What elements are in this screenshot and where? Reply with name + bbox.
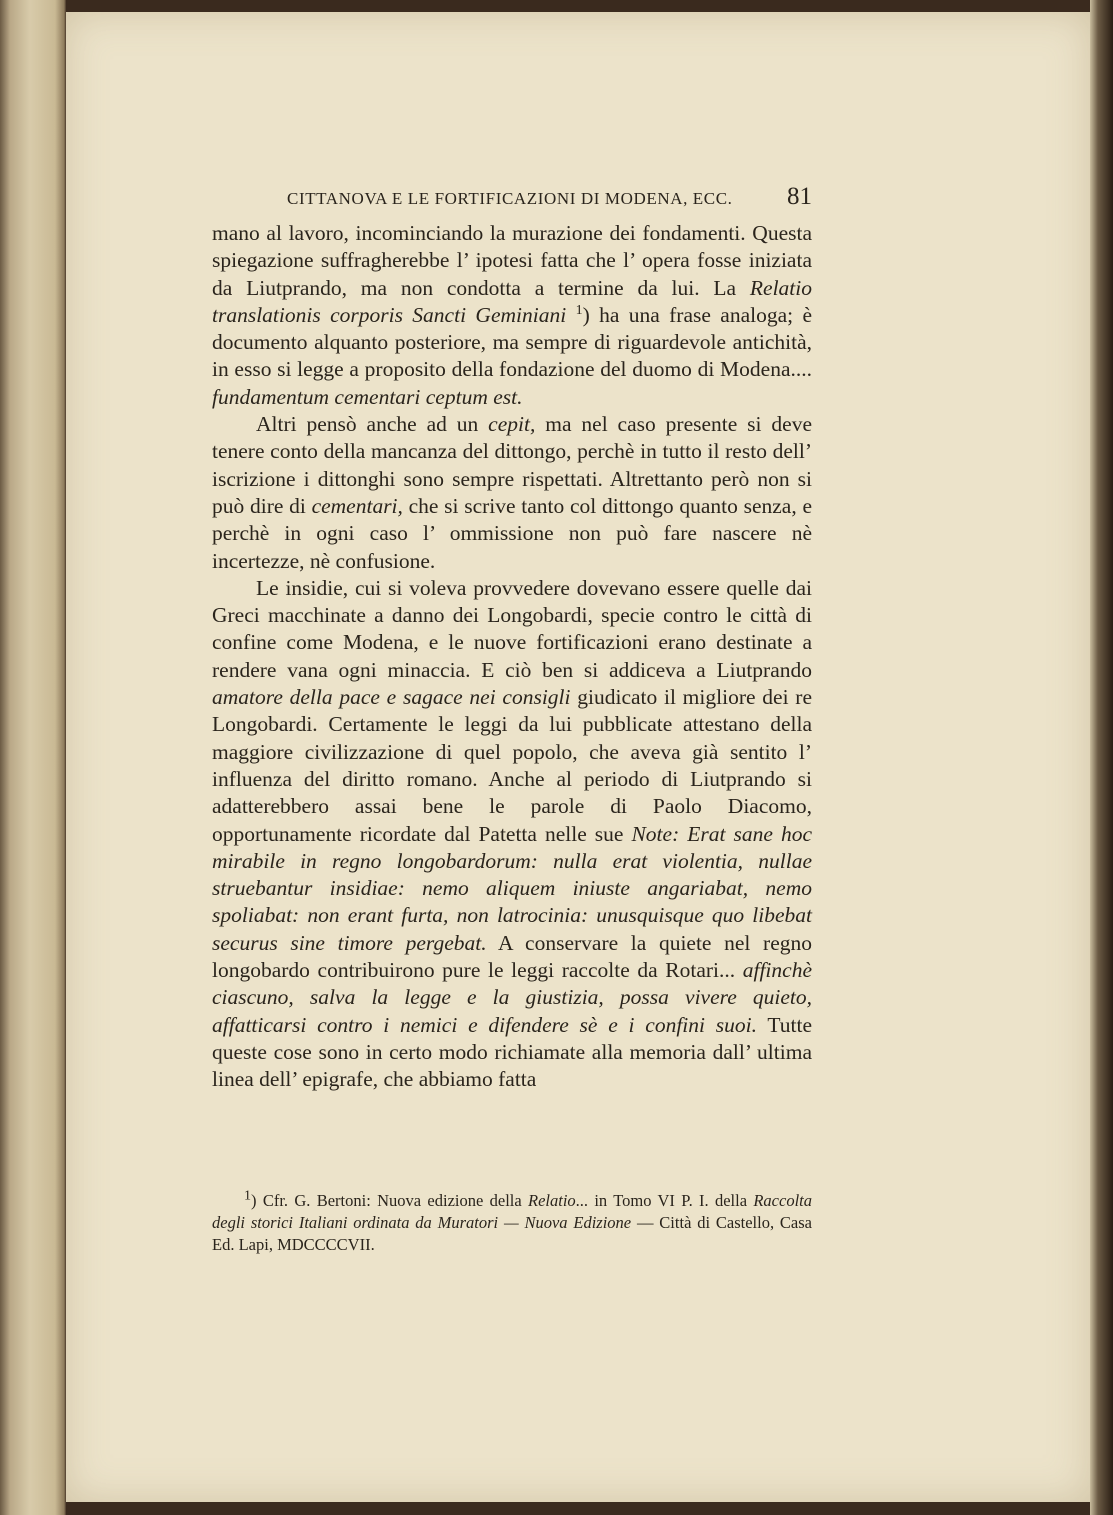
footnote-italic: Relatio	[528, 1191, 576, 1210]
text-run: Altri pensò anche ad un	[256, 412, 489, 437]
paragraph-2	[212, 411, 812, 575]
text-run: mano al lavoro, incominciando la murazione dei fondamenti. Questa spiegazione suffragherebbe l’ ipotesi fatta che l’ opera fosse iniziata da Liutprando, ma non condotta a termine da lui. La	[212, 221, 812, 300]
page-number: 81	[787, 183, 812, 210]
adjacent-page-edge	[0, 0, 66, 1515]
paragraph-1	[212, 220, 812, 411]
text-run: che si scrive tanto col dittongo quanto senza, e perchè in ogni caso l’ ommissione non può fare nascere nè incertezze, nè confusione.	[212, 493, 812, 573]
footnote-reference: 1	[575, 302, 583, 318]
italic-quote: affinchè ciascuno, salva la legge e la giustizia, possa vivere quieto, affatticarsi contro i nemici e difendere sè e i confini suoi.	[212, 958, 812, 1037]
footnote-text: — Città di Castello, Casa Ed. Lapi, MDCCCCVII.	[212, 1213, 812, 1254]
latin-quote: Note: Erat sane hoc mirabile in regno longobardorum: nulla erat violentia, nullae struebantur insidiae: nemo aliquem iniuste angariabat, nemo spoliabat: non erant furta, non latrocinia: unusquisque quo libebat securus sine timore pergebat.	[212, 821, 812, 955]
text-run: Le insidie, cui si voleva provvedere dovevano essere quelle dai Greci macchinate a danno dei Longobardi, specie contro le città di confine come Modena, e le nuove fortificazioni erano destinate a rendere vana ogni minaccia. E ciò ben si addiceva a Liutprando	[212, 575, 812, 682]
page-edge-shadow	[1090, 0, 1113, 1515]
text-run: ) ha una frase analoga; è documento alquanto posteriore, ma sempre di riguardevole antichità, in esso si legge a proposito della fondazione del duomo di Modena....	[212, 302, 813, 382]
text-run: ma nel caso presente si deve tenere conto della mancanza del dittongo, perchè in tutto il resto dell’ iscrizione i dittonghi sono sempre rispettati. Altrettanto però non si può dire di	[212, 412, 813, 518]
italic-phrase: amatore della pace e sagace nei consigli	[212, 685, 571, 710]
paragraph-3	[212, 575, 812, 1094]
footnote	[212, 1190, 812, 1256]
footnote-mark: 1	[244, 1188, 251, 1204]
italic-word: cepit,	[488, 412, 536, 437]
running-title: CITTANOVA E LE FORTIFICAZIONI DI MODENA, ECC.	[287, 189, 733, 208]
footnote-text: ) Cfr. G. Bertoni: Nuova edizione della	[251, 1191, 528, 1210]
footnote-italic: Raccolta degli storici Italiani ordinata da Muratori — Nuova Edizione	[212, 1191, 812, 1232]
running-header	[287, 183, 812, 211]
latin-quote: fundamentum cementari ceptum est.	[212, 384, 523, 409]
text-run: Tutte queste cose sono in certo modo richiamate alla memoria dall’ ultima linea dell’ epigrafe, che abbiamo fatta	[212, 1012, 812, 1092]
text-run: giudicato il migliore dei re Longobardi. Certamente le leggi da lui pubblicate attestano della maggiore civilizzazione di quel popolo, che aveva già sentito l’ influenza del diritto romano. Anche al periodo di Liutprando si adatterebbero assai bene le parole di Paolo Diacomo, opportunamente ricordate dal Patetta nelle sue	[212, 685, 812, 846]
italic-title: Relatio translationis corporis Sancti Geminiani	[212, 275, 812, 327]
footnote-text: ... in Tomo VI P. I. della	[575, 1191, 754, 1210]
text-run: A conservare la quiete nel regno longobardo contribuirono pure le leggi raccolte da Rotari...	[212, 930, 812, 983]
italic-word: cementari,	[311, 493, 403, 518]
body-text	[212, 220, 812, 1094]
